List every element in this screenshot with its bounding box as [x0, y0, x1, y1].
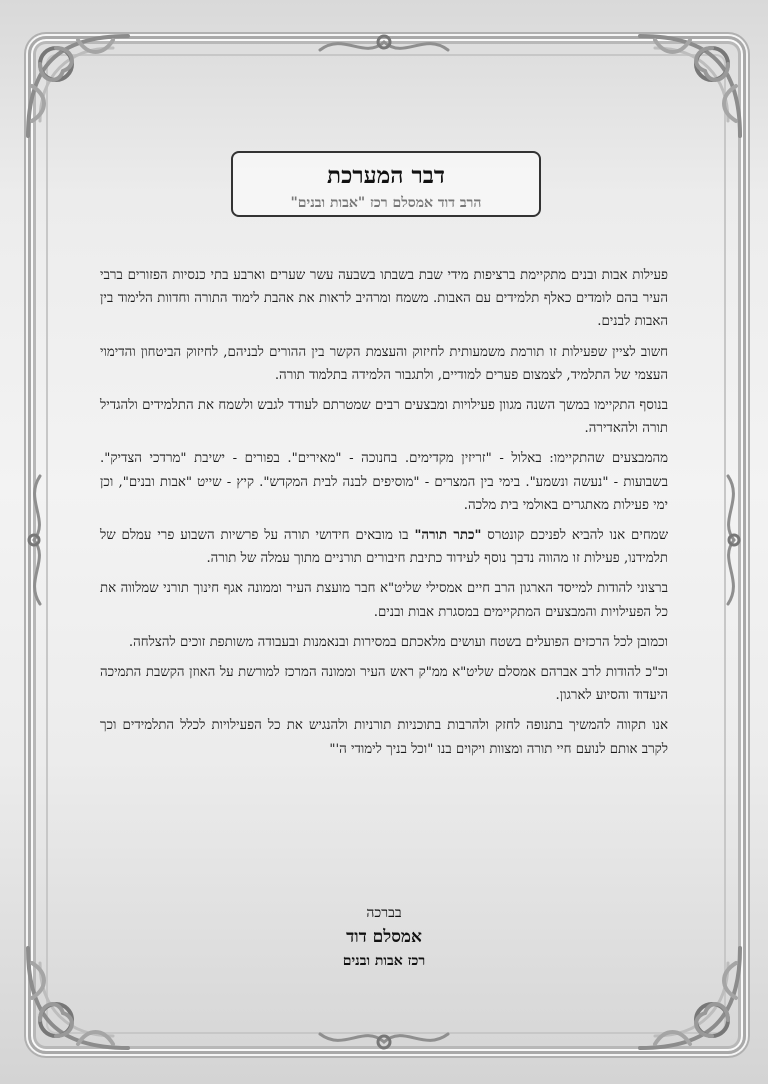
page-subtitle: הרב דוד אמסלם רכז "אבות ובנים"	[290, 195, 482, 211]
paragraph: בנוסף התקיימו במשך השנה מגוון פעילויות ומבצעים רבים שמטרתם לעודד לגבש ולשמח את התלמידים ולהגדיל תורה ולהאדירה.	[100, 398, 668, 437]
paragraph: וכ"כ להודות לרב אברהם אמסלם שליט"א ממ"ק ראש העיר וממונה המרכז למורשת על האוזן הקשבת התמיכה היעדוד והסיוע לארגון.	[100, 665, 668, 704]
letter-body	[100, 264, 668, 768]
page-title: דבר המערכת	[327, 162, 445, 189]
paragraph: ברצוני להודות למייסד הארגון הרב חיים אמסילי שליט"א חבר מועצת העיר וממונה אגף חינוך תורני שמלווה את כל הפעילויות והמבצעים המתקיימים במסגרת אבות ובנים.	[100, 581, 668, 620]
signature-greeting: בברכה	[366, 905, 402, 921]
corner-ornament-icon	[18, 26, 138, 146]
signature-block	[0, 902, 768, 972]
title-box	[231, 151, 541, 217]
booklet-name: "כתר תורה"	[414, 528, 482, 544]
text-span: בו מובאים חידושי תורה על פרשיות השבוע פרי עמלם של תלמידנו, פעילות זו מהווה נדבך נוסף לעידוד כתיבת חיבורים תורניים מתוך עמלה של תורה.	[100, 528, 668, 567]
paragraph: אנו תקווה להמשיך בתנופה לחזק ולהרבות בתוכניות תורניות ולהנגיש את כל הפעילויות לכלל התלמידים וכך לקרב אותם לנועם חיי תורה ומצוות ויקוים בנו "וכל בניך לימודי ה'"	[100, 718, 668, 757]
corner-ornament-icon	[630, 26, 750, 146]
paragraph	[100, 524, 668, 570]
left-scroll-ornament-icon	[22, 470, 52, 610]
bottom-scroll-ornament-icon	[314, 1020, 454, 1054]
paragraph: חשוב לציין שפעילות זו תורמת משמעותית לחיזוק והעצמת הקשר בין ההורים לבניהם, לחיזוק הביטחון והדימוי העצמי של התלמיד, לצמצום פערים למודיים, ולתגבור הלמידה בתלמוד תורה.	[100, 344, 668, 383]
signature-name: אמסלם דוד	[346, 927, 422, 947]
paragraph: פעילות אבות ובנים מתקיימת ברציפות מידי שבת בשבתו בשבעה עשר שערים וארבע בתי כנסיות הפזורים ברבי העיר בהם לומדים כאלף תלמידים עם האבות. משמח ומרהיב לראות את אהבת לימוד התורה וחדוות הלימוד בין האבות לבנים.	[100, 268, 668, 330]
paragraph: מהמבצעים שהתקיימו: באלול - "זריזין מקדימים. בחנוכה - "מאירים". בפורים - ישיבת "מרדכי הצדיק". בשבועות - "נעשה ונשמע". בימי בין המצרים - "מוסיפים לבנה לבית המקדש". קיץ - שייט "אבות ובנים", וכן ימי פעילות מאתגרים באולמי בית מלכה.	[100, 451, 668, 513]
text-span: שמחים אנו להביא לפניכם קונטרס	[481, 528, 668, 544]
signature-role: רכז אבות ובנים	[342, 953, 426, 969]
paragraph: וכמובן לכל הרכזים הפועלים בשטח ועושים מלאכתם במסירות ובנאמנות ובעבודה משותפת זוכים להצלחה.	[128, 634, 668, 650]
top-scroll-ornament-icon	[314, 30, 454, 64]
right-scroll-ornament-icon	[716, 470, 746, 610]
